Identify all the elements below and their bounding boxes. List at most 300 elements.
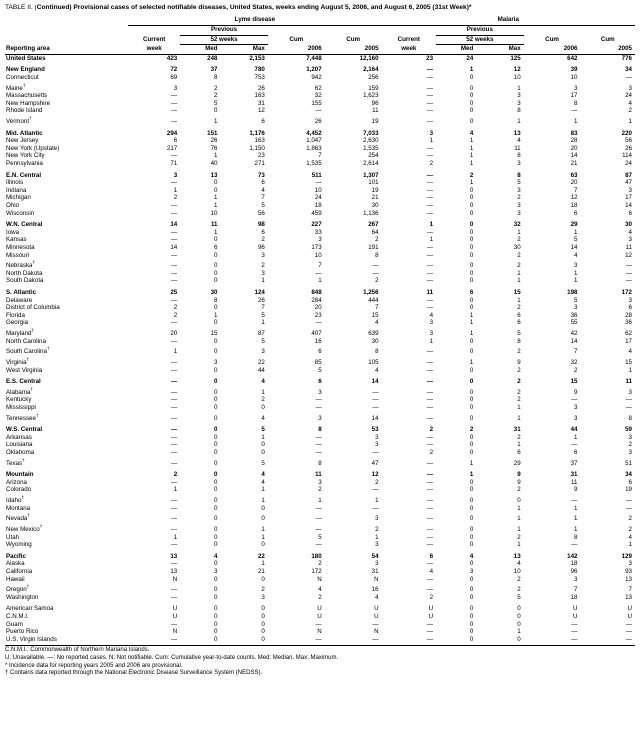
row-cell: 1	[375, 497, 379, 505]
row-cell: 8	[574, 533, 578, 541]
row-cell: —	[171, 396, 178, 404]
row-cell: 1	[469, 319, 474, 327]
row-cell: 0	[214, 277, 218, 285]
row-cell: 0	[214, 486, 218, 494]
row-cell: 0	[469, 526, 474, 533]
table-row	[5, 115, 635, 126]
row-cell: 2	[517, 396, 521, 404]
row-cell: 2,614	[363, 160, 379, 168]
row-cell: 13	[170, 567, 178, 575]
row-cell: —	[426, 194, 434, 202]
table-row	[5, 457, 635, 468]
row-cell: 0	[469, 337, 474, 345]
row-cell: 2	[261, 586, 265, 594]
row-cell: —	[426, 171, 434, 179]
row-cell: 1,207	[306, 66, 322, 74]
row-cell: 1	[574, 118, 578, 126]
row-cell: U	[172, 613, 178, 620]
row-cell: 0	[517, 620, 521, 628]
row-cell: —	[426, 118, 434, 126]
row-area-label: North Dakota	[6, 269, 43, 277]
row-cell: 2	[628, 526, 632, 533]
row-cell: 18	[570, 202, 578, 209]
row-cell: —	[426, 478, 434, 486]
row-cell: 24	[625, 160, 632, 168]
row-cell: 142	[567, 552, 578, 560]
table-row	[5, 100, 635, 108]
table-row	[5, 541, 635, 549]
row-cell: 0	[214, 403, 218, 411]
table-row	[5, 297, 635, 305]
row-area-label: Mississippi	[6, 403, 36, 411]
row-cell: 2	[173, 194, 178, 202]
row-cell: N	[374, 575, 379, 583]
row-cell: 0	[469, 118, 474, 126]
table-row	[5, 605, 635, 613]
row-cell: 47	[625, 179, 632, 187]
row-cell: —	[315, 541, 322, 549]
row-cell: —	[372, 449, 379, 456]
row-cell: 16	[371, 586, 379, 594]
row-cell: —	[171, 433, 178, 441]
row-cell: 0	[469, 533, 474, 541]
row-cell: 10	[314, 251, 322, 259]
row-area-label: Texas†	[6, 457, 25, 467]
malaria-52weeks: 52 weeks	[436, 35, 524, 45]
row-area-label: Maryland†	[6, 327, 35, 338]
row-cell: 76	[210, 144, 218, 152]
notifiable-diseases-table	[5, 16, 635, 643]
row-cell: 14	[371, 378, 379, 386]
row-cell: —	[426, 202, 434, 209]
row-cell: —	[171, 620, 178, 628]
row-cell: —	[372, 486, 379, 494]
row-cell: 1	[517, 526, 521, 533]
row-cell: 3	[261, 251, 265, 259]
row-cell: 3	[628, 560, 632, 568]
table-row	[5, 449, 635, 457]
row-cell: —	[426, 388, 434, 396]
row-cell: 16	[314, 337, 322, 345]
row-cell: 2	[517, 486, 521, 494]
row-cell: 9	[574, 388, 578, 396]
row-cell: —	[571, 497, 578, 505]
row-cell: 1	[517, 541, 521, 549]
row-cell: 19	[371, 186, 379, 194]
table-row	[5, 145, 635, 153]
table-row	[5, 471, 635, 479]
row-cell: 69	[170, 73, 178, 81]
row-cell: 1	[517, 441, 521, 449]
row-cell: N	[172, 575, 178, 583]
table-row	[5, 289, 635, 297]
row-cell: 0	[469, 388, 474, 396]
row-cell: 2	[628, 441, 632, 449]
row-cell: —	[426, 358, 434, 366]
row-cell: 1	[517, 296, 521, 304]
row-cell: 11	[372, 107, 379, 115]
row-cell: 2	[517, 575, 521, 583]
row-area-label: New York City	[6, 152, 45, 160]
row-cell: 31	[570, 471, 578, 479]
row-cell: 0	[469, 441, 474, 449]
row-cell: 0	[469, 243, 474, 251]
table-row	[5, 252, 635, 260]
row-cell: 3	[318, 236, 322, 244]
table-row	[5, 327, 635, 338]
row-cell: —	[171, 92, 178, 100]
row-cell: 1,623	[363, 92, 379, 100]
table-row	[5, 107, 635, 115]
row-cell: 0	[469, 497, 474, 505]
row-cell: 5	[517, 179, 521, 187]
row-cell: 10	[570, 73, 578, 81]
row-cell: —	[171, 526, 178, 533]
row-cell: 1	[574, 433, 578, 441]
row-cell: 284	[311, 296, 322, 304]
row-cell: 7	[574, 348, 578, 356]
row-cell: 172	[621, 289, 632, 296]
row-cell: 11	[514, 144, 521, 152]
row-cell: 6	[517, 449, 521, 456]
row-cell: U	[172, 605, 178, 613]
table-row	[5, 66, 635, 74]
row-area-label: Indiana	[6, 186, 27, 194]
row-cell: 14	[625, 202, 632, 209]
row-cell: 31	[513, 426, 521, 434]
row-area-label: Washington	[6, 593, 39, 601]
malaria-cum2006-label: Cum	[545, 36, 559, 44]
row-cell: 0	[517, 635, 521, 643]
table-row	[5, 621, 635, 629]
table-row	[5, 277, 635, 285]
row-cell: —	[171, 497, 178, 505]
row-cell: 0	[214, 269, 218, 277]
row-cell: —	[171, 236, 178, 244]
row-cell: 2	[469, 426, 474, 434]
row-area-label: North Carolina	[6, 337, 46, 345]
row-cell: 21	[257, 567, 265, 575]
row-cell: 9	[517, 471, 521, 479]
row-cell: 0	[469, 515, 474, 523]
row-cell: 163	[254, 92, 265, 100]
row-cell: 1	[375, 533, 379, 541]
row-cell: 11	[426, 289, 434, 296]
row-area-label: Nebraska†	[6, 260, 36, 270]
row-area-label: South Carolina†	[6, 346, 50, 356]
row-cell: 3	[628, 236, 632, 244]
row-cell: 1	[261, 560, 265, 568]
row-cell: —	[426, 635, 434, 643]
row-cell: 1	[214, 202, 218, 209]
row-cell: 3	[628, 433, 632, 441]
row-cell: 3	[318, 414, 322, 422]
row-cell: 0	[469, 73, 474, 81]
row-cell: —	[426, 73, 434, 81]
malaria-max-label: Max	[476, 45, 523, 55]
row-cell: 3	[628, 449, 632, 456]
row-cell: 3	[628, 84, 632, 92]
row-cell: 0	[469, 348, 474, 356]
header-row-subs	[5, 45, 635, 55]
row-cell: —	[426, 403, 434, 411]
row-cell: 7,448	[306, 54, 322, 62]
row-cell: 3	[375, 560, 379, 568]
row-cell: 87	[625, 171, 632, 179]
row-cell: —	[171, 251, 178, 259]
row-cell: 1,150	[249, 144, 265, 152]
row-area-label: Puerto Rico	[6, 628, 39, 636]
row-cell: —	[171, 414, 178, 422]
row-cell: 8	[375, 348, 379, 356]
header-row-previous	[5, 26, 635, 36]
row-cell: 2	[375, 277, 379, 285]
row-cell: —	[171, 277, 178, 285]
row-cell: 0	[261, 620, 265, 628]
row-cell: 0	[469, 84, 474, 92]
table-row	[5, 568, 635, 576]
row-area-label: Maine†	[6, 82, 26, 92]
row-cell: 10	[210, 209, 218, 217]
row-cell: —	[426, 486, 434, 494]
malaria-cum2005-label: Cum	[600, 36, 615, 44]
row-cell: 5	[318, 533, 322, 541]
row-cell: 0	[469, 366, 474, 374]
row-cell: 59	[625, 426, 632, 434]
row-cell: 0	[261, 449, 265, 456]
row-cell: 14	[570, 243, 578, 251]
row-cell: 2	[173, 311, 178, 319]
row-cell: 0	[214, 366, 218, 374]
row-cell: —	[426, 262, 434, 270]
row-cell: 1	[214, 194, 218, 202]
row-cell: 0	[261, 613, 265, 620]
row-cell: 0	[469, 209, 474, 217]
row-cell: —	[571, 628, 578, 636]
row-cell: —	[171, 269, 178, 277]
row-cell: —	[315, 403, 322, 411]
row-cell: 4	[469, 129, 474, 137]
footnote-0: C.N.M.I.: Commonwealth of Northern Mariana Islands.	[5, 647, 150, 654]
row-cell: 24	[466, 54, 474, 62]
row-cell: —	[426, 92, 434, 100]
row-cell: —	[426, 296, 434, 304]
row-cell: 459	[311, 209, 322, 217]
row-cell: 1	[261, 388, 265, 396]
row-cell: 40	[210, 160, 218, 168]
row-cell: 0	[469, 620, 474, 628]
row-cell: 5	[261, 459, 265, 467]
table-row	[5, 312, 635, 320]
row-cell: —	[171, 586, 178, 594]
row-cell: 1	[173, 348, 178, 356]
row-area-label: Florida	[6, 311, 25, 319]
row-cell: 6	[429, 552, 434, 560]
row-cell: —	[171, 378, 178, 386]
row-cell: —	[372, 504, 379, 512]
table-row	[5, 130, 635, 138]
row-cell: 0	[517, 613, 521, 620]
row-cell: 44	[257, 366, 265, 374]
row-cell: 173	[311, 243, 322, 251]
lyme-cum2006-label: Cum	[289, 36, 304, 44]
row-cell: 30	[210, 289, 218, 296]
row-cell: 2	[261, 236, 265, 244]
row-cell: —	[426, 515, 434, 523]
row-area-label: Mid. Atlantic	[6, 129, 43, 137]
row-cell: 30	[625, 221, 632, 229]
row-cell: —	[171, 478, 178, 486]
row-cell: 5	[574, 236, 578, 244]
row-cell: 63	[570, 171, 578, 179]
row-cell: 0	[261, 541, 265, 549]
row-cell: 0	[469, 236, 474, 244]
title-rest: ) Provisional cases of selected notifiable diseases, United States, weeks ending August 5, 2006, and August 6, 2005 (31st Week)*	[69, 4, 472, 11]
row-cell: 2	[517, 533, 521, 541]
table-row	[5, 54, 635, 62]
row-cell: —	[426, 471, 434, 479]
row-cell: 942	[311, 73, 322, 81]
row-cell: 0	[261, 515, 265, 523]
row-area-label: Connecticut	[6, 73, 39, 81]
row-cell: 1	[214, 228, 218, 236]
row-cell: 0	[214, 628, 218, 636]
row-area-label: Alabama†	[6, 386, 33, 396]
table-row	[5, 434, 635, 442]
row-cell: 1	[469, 471, 474, 479]
row-cell: —	[426, 560, 434, 568]
row-cell: 1	[574, 269, 578, 277]
row-cell: N	[172, 628, 178, 636]
row-cell: 2	[375, 526, 379, 533]
row-area-label: Missouri	[6, 251, 30, 259]
row-cell: —	[315, 635, 322, 643]
row-cell: 2,153	[249, 54, 265, 62]
row-cell: 2	[517, 433, 521, 441]
row-area-label: Wisconsin	[6, 209, 35, 217]
row-cell: 3	[574, 262, 578, 270]
row-cell: 3	[261, 593, 265, 601]
row-cell: —	[426, 179, 434, 187]
row-cell: 1	[429, 137, 434, 145]
row-cell: 407	[311, 330, 322, 338]
row-cell: 12	[513, 66, 521, 74]
row-cell: 2	[517, 236, 521, 244]
row-area-label: S. Atlantic	[6, 289, 37, 296]
lyme-week-label: week	[128, 45, 180, 55]
row-cell: 5	[574, 296, 578, 304]
row-cell: 5	[517, 593, 521, 601]
row-cell: —	[426, 277, 434, 285]
row-cell: 1,535	[363, 144, 379, 152]
row-cell: 3	[318, 478, 322, 486]
row-cell: 23	[314, 311, 322, 319]
row-cell: 2	[517, 194, 521, 202]
row-area-label: New England	[6, 66, 45, 74]
row-cell: 2	[517, 348, 521, 356]
header-row-groups	[5, 16, 635, 25]
row-cell: 125	[510, 54, 521, 62]
lyme-med-label: Med	[180, 45, 220, 55]
row-cell: —	[372, 269, 379, 277]
row-cell: 21	[570, 160, 578, 168]
table-row	[5, 386, 635, 397]
table-row	[5, 553, 635, 561]
row-cell: 37	[570, 459, 578, 467]
row-cell: 8	[517, 152, 521, 160]
row-cell: 2	[318, 560, 322, 568]
row-cell: 8	[214, 73, 218, 81]
row-cell: 0	[469, 296, 474, 304]
table-row	[5, 396, 635, 404]
row-area-label: C.N.M.I.	[6, 613, 29, 620]
row-cell: 0	[214, 575, 218, 583]
row-cell: 0	[214, 414, 218, 422]
row-cell: —	[315, 504, 322, 512]
row-cell: 0	[469, 593, 474, 601]
row-cell: 7	[375, 304, 379, 312]
row-cell: 1	[517, 414, 521, 422]
row-cell: 0	[517, 497, 521, 505]
table-row	[5, 576, 635, 584]
row-cell: U	[627, 605, 632, 613]
row-cell: 2	[173, 304, 178, 312]
row-cell: —	[171, 296, 178, 304]
row-cell: 2	[628, 107, 632, 115]
row-cell: 1	[517, 403, 521, 411]
row-cell: —	[571, 107, 578, 115]
row-cell: —	[625, 277, 632, 285]
row-cell: 1	[469, 311, 474, 319]
row-cell: 3	[375, 515, 379, 523]
row-cell: —	[426, 586, 434, 594]
row-cell: 23	[257, 152, 265, 160]
row-cell: 1	[173, 533, 178, 541]
row-cell: 28	[570, 137, 578, 145]
row-cell: —	[625, 620, 632, 628]
row-cell: 31	[371, 567, 379, 575]
row-cell: 1	[261, 526, 265, 533]
row-cell: 15	[625, 358, 632, 366]
row-cell: 14	[570, 337, 578, 345]
table-row	[5, 441, 635, 449]
row-cell: 1	[574, 526, 578, 533]
row-cell: 0	[261, 504, 265, 512]
row-cell: 1	[469, 179, 474, 187]
row-area-label: Pacific	[6, 552, 26, 560]
row-cell: U	[317, 605, 322, 613]
table-row	[5, 74, 635, 82]
row-cell: 3	[429, 129, 434, 137]
row-area-label: Vermont†	[6, 116, 32, 126]
table-row	[5, 137, 635, 145]
row-area-label: Nevada†	[6, 513, 30, 523]
row-cell: 0	[214, 560, 218, 568]
row-cell: 6	[261, 228, 265, 236]
row-cell: 30	[371, 202, 379, 209]
row-cell: 0	[469, 613, 474, 620]
row-area-label: Oregon†	[6, 584, 30, 594]
row-cell: 172	[311, 567, 322, 575]
table-row	[5, 270, 635, 278]
row-cell: 98	[257, 221, 265, 229]
row-cell: 2,164	[363, 66, 379, 74]
header-blank-a	[128, 26, 180, 36]
table-row	[5, 636, 635, 644]
row-cell: 8	[318, 459, 322, 467]
row-area-label: Iowa	[6, 228, 20, 236]
row-cell: 2	[429, 593, 434, 601]
